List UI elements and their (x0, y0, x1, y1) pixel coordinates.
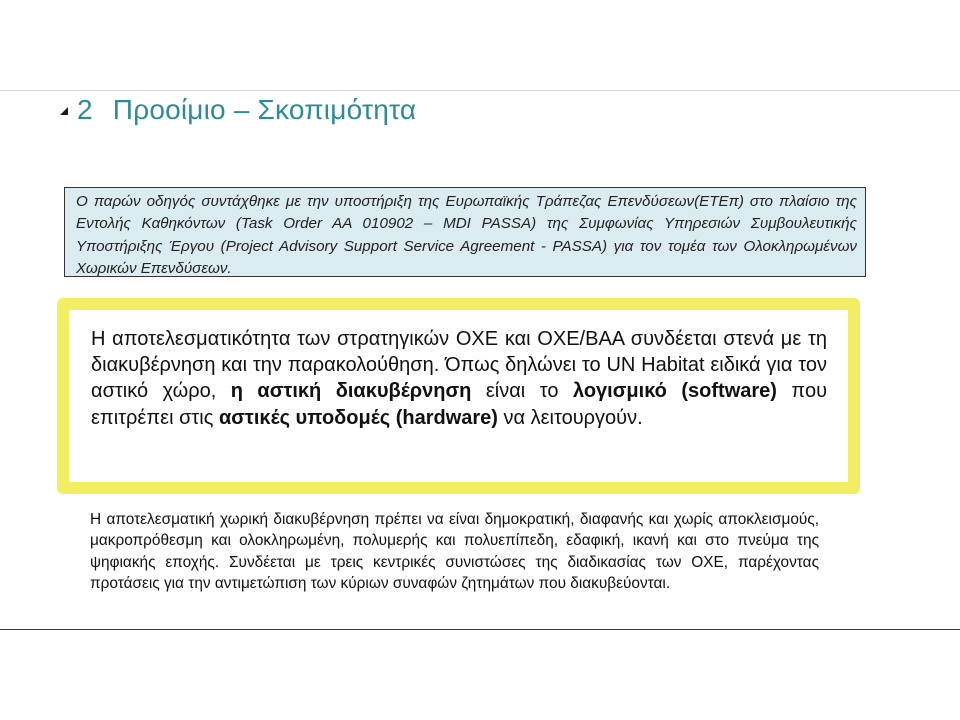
funding-note-box (64, 187, 866, 277)
highlight-part-3: που επιτρέπει στις (91, 380, 828, 429)
section-heading (77, 94, 416, 126)
highlight-part-2: είναι το (471, 380, 573, 403)
section-title: Προοίμιο – Σκοπιμότητα (112, 94, 417, 125)
highlight-bold-hardware: αστικές υποδομές (hardware) (218, 406, 498, 429)
document-page (0, 90, 960, 630)
bullet-triangle-icon (60, 107, 68, 115)
highlight-callout (57, 298, 860, 494)
highlight-bold-governance: η αστική διακυβέρνηση (230, 380, 472, 403)
highlight-text (91, 326, 827, 431)
highlight-part-4: να λειτουργούν. (497, 406, 643, 429)
body-paragraph: Η αποτελεσματική χωρική διακυβέρνηση πρέπει να είναι δημοκρατική, διαφανής και χωρίς αποκλεισμούς, μακροπρόθεσμη και ολοκληρωμένη, πολυμερής και πολυεπίπεδη, εδαφική, ικανή και στο πνεύμα της ψηφιακής εποχής. Συνδέεται με τρεις κεντρικές συνιστώσες της διαδικασίας των ΟΧΕ, παρέχοντας προτάσεις για την αντιμετώπιση των κύριων συναφών ζητημάτων που διακυβεύονται. (90, 511, 819, 592)
funding-note-text: Ο παρών οδηγός συντάχθηκε με την υποστήριξη της Ευρωπαϊκής Τράπεζας Επενδύσεων(ΕΤΕπ) στο πλαίσιο της Εντολής Καθηκόντων (Task Order AA 010902 – MDI PASSA) της Συμφωνίας Υπηρεσιών Συμβουλευτικής Υποστήριξης Έργου (Project Advisory Support Service Agreement - PASSA) για τον τομέα των Ολοκληρωμένων Χωρικών Επενδύσεων. (76, 193, 857, 277)
section-number: 2 (77, 94, 93, 125)
highlight-bold-software: λογισμικό (software) (572, 380, 777, 403)
highlight-part-1: Η αποτελεσματικότητα των στρατηγικών ΟΧΕ και ΟΧΕ/ΒΑΑ συνδέεται στενά με τη διακυβέρνηση και την παρακολούθηση. Όπως δηλώνει το UN Habitat ειδικά για τον αστικό χώρο, (91, 328, 827, 403)
